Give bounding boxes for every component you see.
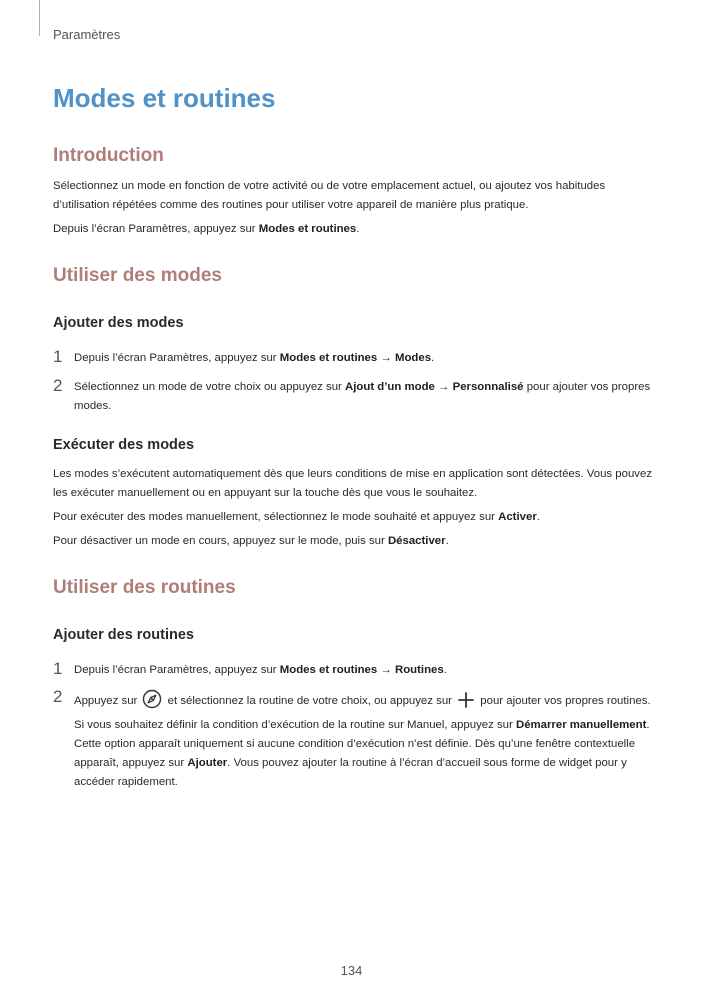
intro-instruction: Depuis l’écran Paramètres, appuyez sur Modes et routines.: [53, 223, 360, 235]
run-modes-heading: Exécuter des modes: [53, 437, 195, 453]
modes-heading: Utiliser des modes: [53, 265, 222, 286]
step-number: 1: [53, 347, 63, 366]
step-number: 2: [53, 376, 63, 395]
step-number: 2: [53, 687, 63, 706]
routines-step-2: 2 Appuyez sur et sélectionnez la routine de votre choix, ou appuyez sur pour ajouter vos propres routines. Si vous souhaitez définir la condition d’exécution de la routine sur Manuel, appuyez sur Démarrer manuellement. Cette option apparaît uniquement si aucune condition d’exécution n’est définie. Dès qu’une fenêtre contextuelle apparaît, appuyez sur Ajouter. Vous pouvez ajouter la routine à l’écran d’accueil sous forme de widget pour y accéder rapidement.: [53, 689, 653, 792]
header-divider: [39, 0, 40, 36]
menu-path-modes-routines: Modes et routines: [258, 223, 357, 235]
deactivate-mode-instruction: Pour désactiver un mode en cours, appuyez sur le mode, puis sur Désactiver.: [53, 535, 449, 547]
run-modes-paragraph: Les modes s’exécutent automatiquement dès que leurs conditions de mise en application sont détectées. Vous pouvez les exécuter manuellement ou en appuyant sur la touche dès que vous le souhaitez.: [53, 468, 653, 499]
intro-paragraph: Sélectionnez un mode en fonction de votre activité ou de votre emplacement actuel, ou ajoutez vos habitudes d’utilisation répétées comme des routines pour utiliser votre appareil de manière plus pratique.: [53, 180, 606, 211]
activate-mode-instruction: Pour exécuter des modes manuellement, sélectionnez le mode souhaité et appuyez sur Activer.: [53, 511, 540, 523]
page-number: 134: [340, 963, 363, 978]
add-routines-heading: Ajouter des routines: [53, 627, 194, 643]
page-title: Modes et routines: [53, 83, 276, 113]
routines-heading: Utiliser des routines: [53, 577, 236, 598]
step-number: 1: [53, 659, 63, 678]
modes-step-1: 1 Depuis l’écran Paramètres, appuyez sur Modes et routines → Modes.: [53, 347, 435, 366]
plus-icon: [457, 691, 475, 716]
manual-start-note: Si vous souhaitez définir la condition d’exécution de la routine sur Manuel, appuyez sur Démarrer manuellement. Cette option apparaît uniquement si aucune condition d’exécution n’est définie. Dès qu’une fenêtre contextuelle apparaît, appuyez sur Ajouter. Vous pouvez ajouter la routine à l’écran d’accueil sous forme de widget pour y accéder rapidement.: [74, 719, 650, 788]
running-header: Paramètres: [53, 27, 121, 42]
add-modes-heading: Ajouter des modes: [53, 315, 184, 331]
intro-heading: Introduction: [53, 145, 164, 166]
compass-icon: [142, 689, 162, 716]
modes-step-2: 2 Sélectionnez un mode de votre choix ou appuyez sur Ajout d’un mode → Personnalisé pour ajouter vos propres modes.: [53, 376, 651, 412]
routines-step-1: 1 Depuis l’écran Paramètres, appuyez sur Modes et routines → Routines.: [53, 659, 447, 678]
